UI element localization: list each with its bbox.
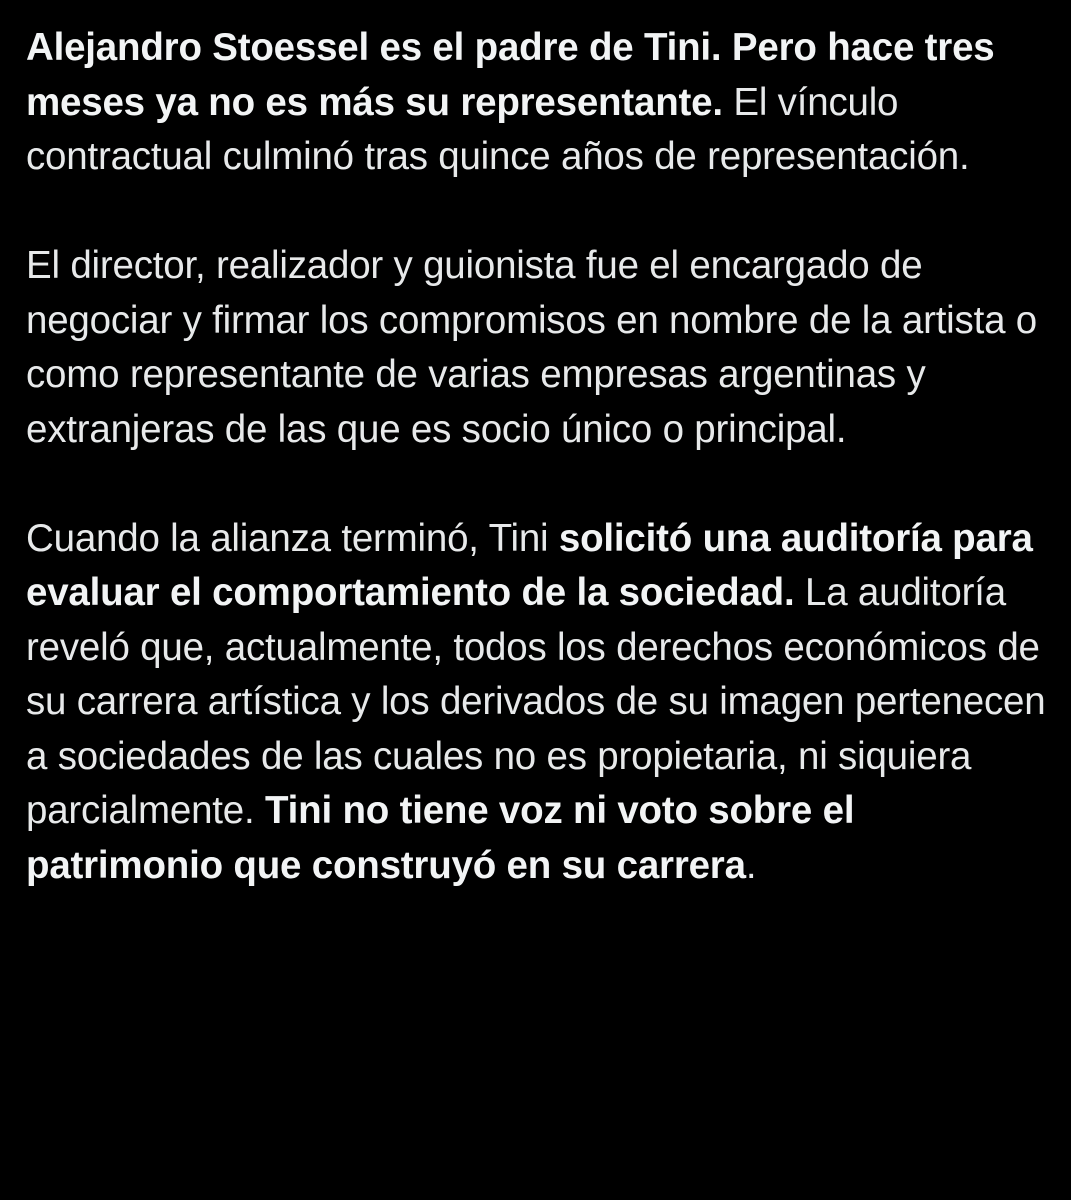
body-text: La auditoría reveló que, actualmente, todos los derechos económicos de su carrera artística y los derivados de su imagen pertenecen a sociedades de las cuales no es propietaria, ni siquiera parcialmente.	[26, 571, 1046, 832]
body-text: El director, realizador y guionista fue el encargado de negociar y firmar los compromisos en nombre de la artista o como representante de varias empresas argentinas y extranjeras de las que es socio único o principal.	[26, 244, 1038, 451]
body-text: .	[745, 843, 757, 887]
emphasized-text: Alejandro Stoessel es el padre de Tini. Pero hace tres meses ya no es más su representante.	[26, 26, 995, 124]
post-text-body	[26, 21, 1056, 893]
body-text: Cuando la alianza terminó, Tini	[26, 516, 559, 560]
paragraph-3	[26, 512, 1056, 894]
paragraph-1	[26, 21, 1056, 185]
body-text: El vínculo contractual culminó tras quince años de representación.	[26, 80, 970, 178]
emphasized-text: Tini no tiene voz ni voto sobre el patrimonio que construyó en su carrera	[26, 789, 855, 887]
emphasized-text: solicitó una auditoría para evaluar el comportamiento de la sociedad.	[26, 516, 1033, 614]
paragraph-2	[26, 239, 1056, 457]
